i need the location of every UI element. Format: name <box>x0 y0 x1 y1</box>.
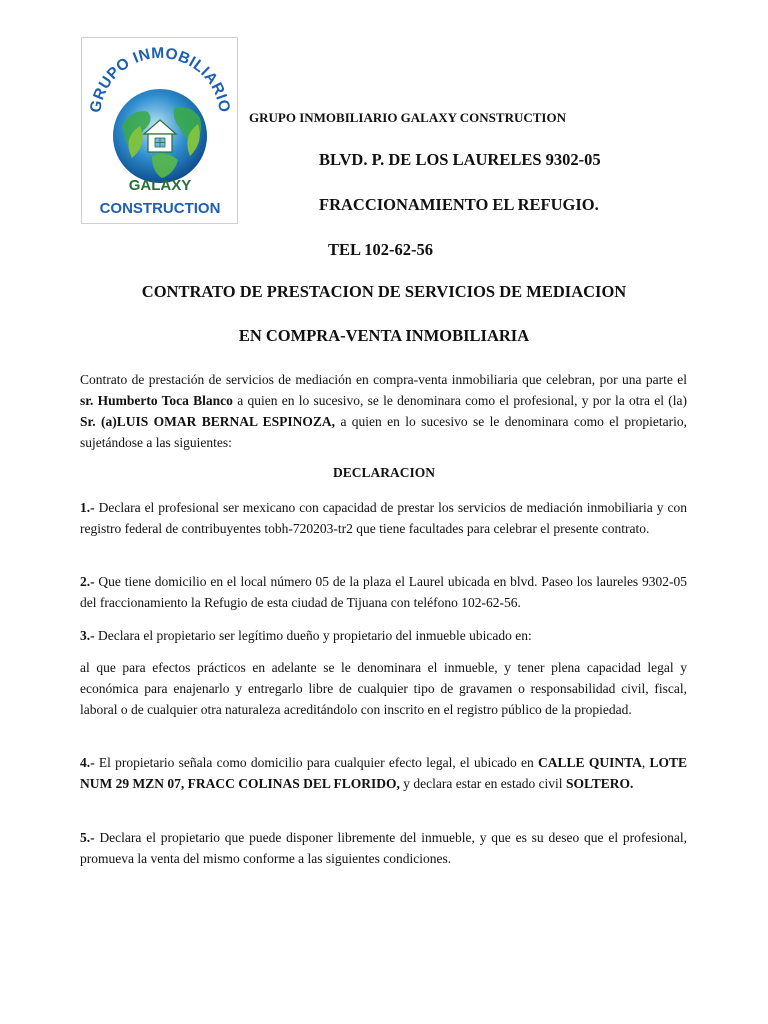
clause-text: Declara el profesional ser mexicano con capacidad de prestar los servicios de mediación inmobiliaria y con registro federal de contribuyentes tobh-720203-tr2 que tiene facultades para celebrar el presente contrato. <box>80 500 687 536</box>
clause-number: 3.- <box>80 628 95 643</box>
clause-4 <box>80 752 687 794</box>
clause-text-3: y declara estar en estado civil <box>399 776 566 791</box>
contract-title-line-2: EN COMPRA-VENTA INMOBILIARIA <box>238 326 530 345</box>
clause-2 <box>80 571 687 613</box>
clause-5 <box>80 827 687 869</box>
owner-name: Sr. (a)LUIS OMAR BERNAL ESPINOZA, <box>80 414 336 429</box>
clause-text-1: El propietario señala como domicilio para cualquier efecto legal, el ubicado en <box>94 755 539 770</box>
header-neighborhood: FRACCIONAMIENTO EL REFUGIO. <box>319 195 599 214</box>
header-phone: TEL 102-62-56 <box>328 240 433 259</box>
clause-text: Declara el propietario ser legítimo dueño y propietario del inmueble ubicado en: <box>94 628 532 643</box>
globe-house-logo-icon <box>82 38 237 223</box>
owner-civil-status: SOLTERO. <box>565 776 634 791</box>
logo-arc-text: GRUPO INMOBILIARIO <box>87 44 233 114</box>
intro-text-2: a quien en lo sucesivo, se le denominara como el profesional, y por la otra el (la) <box>232 393 687 408</box>
clause-3-continuation: al que para efectos prácticos en adelante se le denominara el inmueble, y tener plena capacidad legal y económica para enajenarlo y entregarlo libre de cualquier tipo de gravamen o responsabilidad civil, fiscal, laboral o de cualquier otra naturaleza acreditándolo con inscrito en el registro público de la propiedad. <box>80 660 687 717</box>
owner-street: CALLE QUINTA <box>538 755 642 770</box>
clause-3 <box>80 625 687 646</box>
clause-text-2: , <box>641 755 650 770</box>
intro-paragraph <box>80 369 687 453</box>
contract-title-line-1: CONTRATO DE PRESTACION DE SERVICIOS DE MEDIACION <box>141 282 627 301</box>
company-logo <box>81 37 238 224</box>
intro-text-1: Contrato de prestación de servicios de mediación en compra-venta inmobiliaria que celebran, por una parte el <box>80 372 687 387</box>
professional-name: sr. Humberto Toca Blanco <box>80 393 233 408</box>
clause-number: 4.- <box>80 755 95 770</box>
clause-text: Que tiene domicilio en el local número 05 de la plaza el Laurel ubicada en blvd. Paseo los laureles 9302-05 del fraccionamiento la Refugio de esta ciudad de Tijuana con teléfono 102-62-56. <box>80 574 687 610</box>
header-company-name: GRUPO INMOBILIARIO GALAXY CONSTRUCTION <box>249 110 566 125</box>
logo-line-construction: CONSTRUCTION <box>99 200 221 217</box>
clause-1 <box>80 497 687 539</box>
owner-lot: LOTE NUM 29 MZN 07, FRACC COLINAS DEL FLORIDO, <box>80 755 688 791</box>
clause-number: 5.- <box>80 830 95 845</box>
intro-text-3: a quien en lo sucesivo se le denominara como el propietario, sujetándose a las siguientes: <box>80 414 687 450</box>
clause-text: Declara el propietario que puede disponer libremente del inmueble, y que es su deseo que el profesional, promueva la venta del mismo conforme a las siguientes condiciones. <box>80 830 687 866</box>
header-address: BLVD. P. DE LOS LAURELES 9302-05 <box>319 150 601 169</box>
clause-number: 2.- <box>80 574 95 589</box>
declaracion-heading: DECLARACION <box>332 465 435 480</box>
clause-number: 1.- <box>80 500 95 515</box>
logo-line-galaxy: GALAXY <box>128 177 192 194</box>
